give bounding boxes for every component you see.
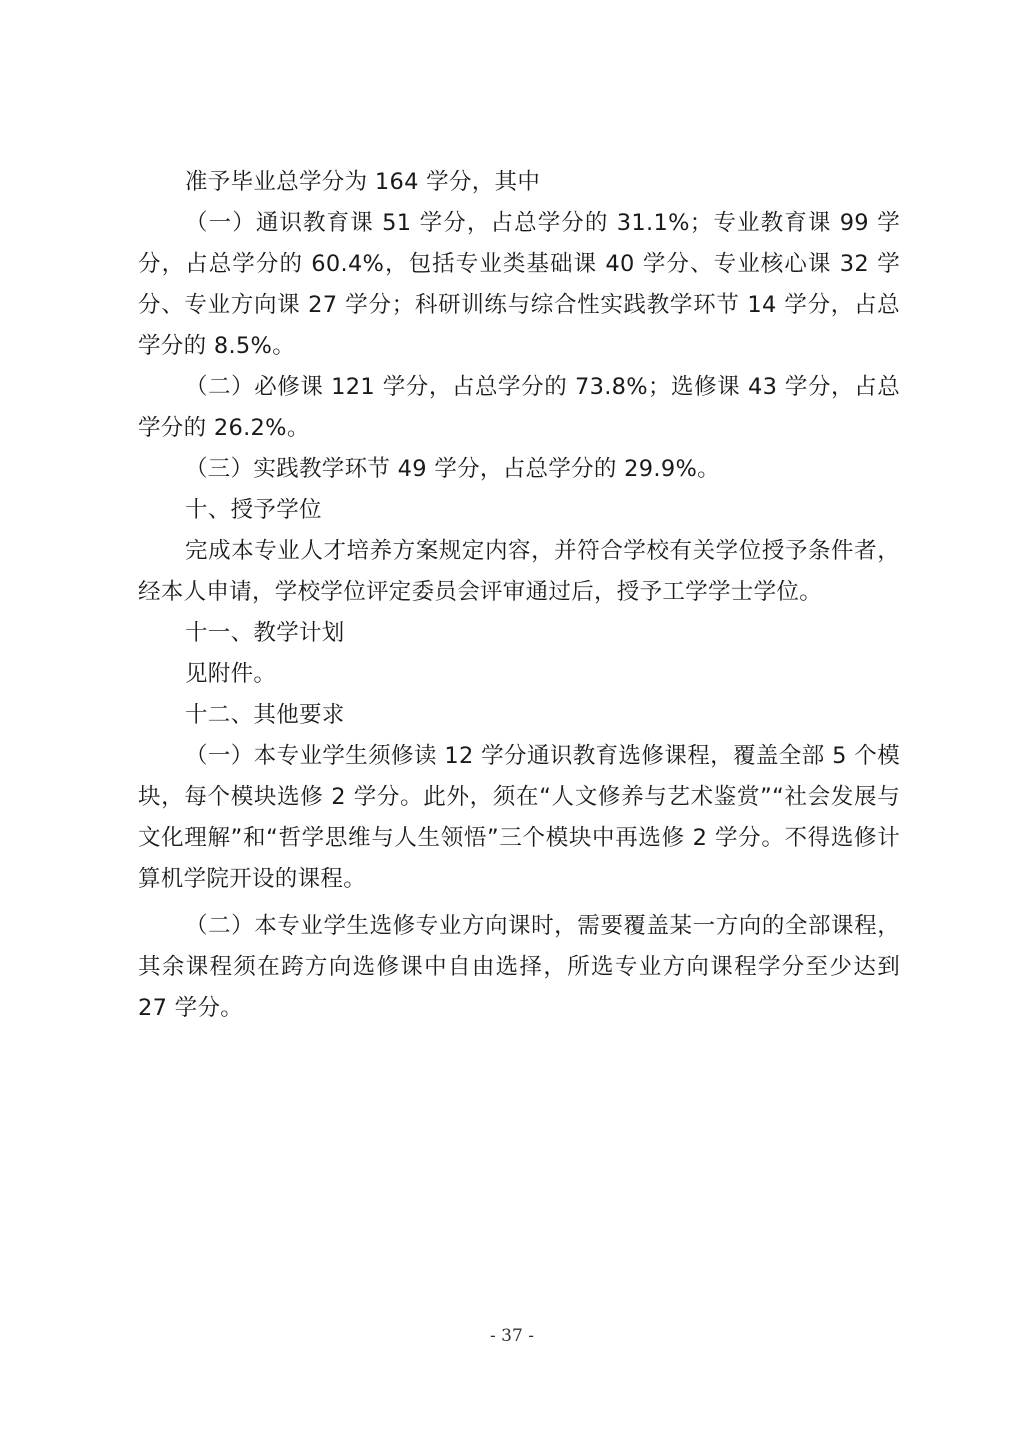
graduation-credits-intro: 准予毕业总学分为 164 学分，其中 bbox=[185, 169, 541, 195]
degree-conferral-text: 完成本专业人才培养方案规定内容，并符合学校有关学位授予条件者，经本人申请，学校学位评定委员会评审通过后，授予工学学士学位。 bbox=[138, 538, 900, 605]
document-body bbox=[138, 162, 900, 1029]
section-heading-teaching-plan: 十一、教学计划 bbox=[185, 620, 345, 646]
page-number: - 37 - bbox=[490, 1326, 534, 1346]
general-and-major-credits: （一）通识教育课 51 学分，占总学分的 31.1%；专业教育课 99 学分，占总学分的 60.4%，包括专业类基础课 40 学分、专业核心课 32 学分、专业方向课 27 学分；科研训练与综合性实践教学环节 14 学分，占总学分的 8.5%。 bbox=[138, 210, 900, 359]
section-heading-degree: 十、授予学位 bbox=[185, 497, 322, 523]
major-direction-requirement: （二）本专业学生选修专业方向课时，需要覆盖某一方向的全部课程，其余课程须在跨方向选修课中自由选择，所选专业方向课程学分至少达到 27 学分。 bbox=[138, 913, 900, 1021]
section-heading-other-requirements: 十二、其他要求 bbox=[185, 702, 345, 728]
required-elective-credits: （二）必修课 121 学分，占总学分的 73.8%；选修课 43 学分，占总学分的 26.2%。 bbox=[138, 374, 900, 441]
teaching-plan-text: 见附件。 bbox=[185, 661, 277, 687]
practice-credits: （三）实践教学环节 49 学分，占总学分的 29.9%。 bbox=[185, 456, 720, 482]
general-elective-requirement: （一）本专业学生须修读 12 学分通识教育选修课程，覆盖全部 5 个模块，每个模块选修 2 学分。此外，须在“人文修养与艺术鉴赏”“社会发展与文化理解”和“哲学思维与人生领悟”三个模块中再选修 2 学分。不得选修计算机学院开设的课程。 bbox=[138, 743, 900, 892]
